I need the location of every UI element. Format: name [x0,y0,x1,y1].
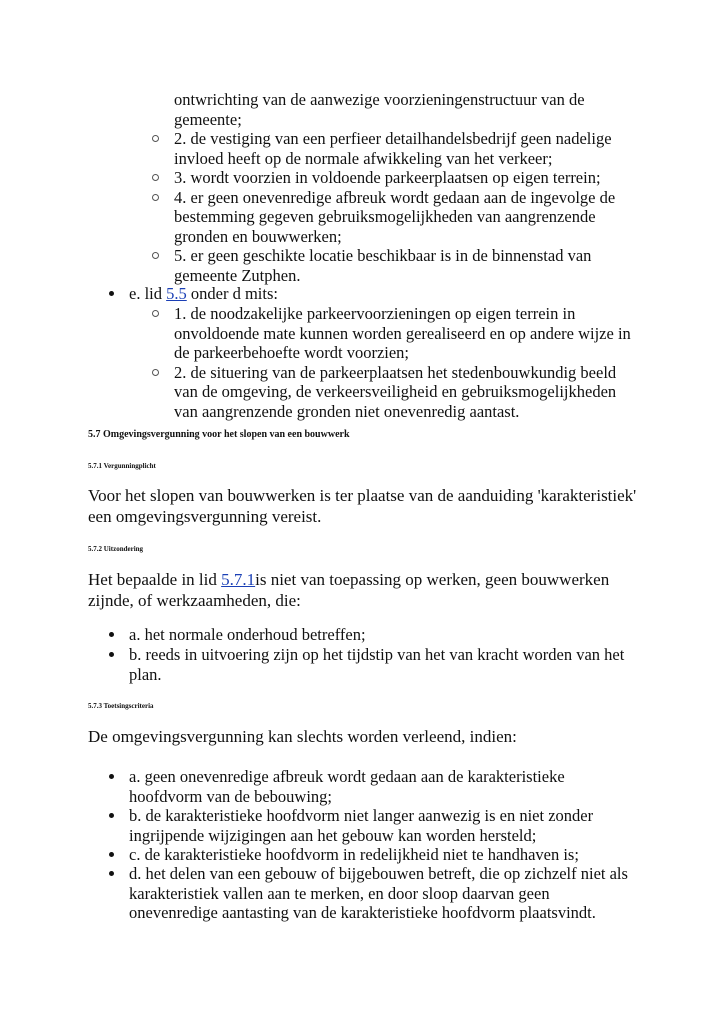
circle-bullet-icon [152,135,159,142]
list-item [129,645,639,684]
list-item [174,363,644,422]
list-item-text: d. het delen van een gebouw of bijgebouwen betreft, die op zichzelf niet als karakteristiek vallen aan te merken, en door sloop daarvan geen onevenredige aantasting van de karakteristieke hoofdvorm plaatsvindt. [129,864,628,922]
list-item-text: a. geen onevenredige afbreuk wordt gedaan aan de karakteristieke hoofdvorm van de bebouwing; [129,767,565,806]
list-item-text: c. de karakteristieke hoofdvorm in redelijkheid niet te handhaven is; [129,845,579,864]
link-5-7-1[interactable]: 5.7.1 [221,570,256,589]
circle-bullet-icon [152,194,159,201]
disc-bullet-icon [109,852,114,857]
list-item-text: ontwrichting van de aanwezige voorzieningenstructuur van de gemeente; [174,90,585,129]
section-heading-5-7: 5.7 Omgevingsvergunning voor het slopen van een bouwwerk [88,429,350,440]
link-5-5[interactable]: 5.5 [166,284,187,303]
disc-bullet-icon [109,632,114,637]
list-item-text: 5. er geen geschikte locatie beschikbaar is in de binnenstad van gemeente Zutphen. [174,246,592,285]
list-item [129,864,639,923]
list-item-text: b. de karakteristieke hoofdvorm niet langer aanwezig is en niet zonder ingrijpende wijzigingen aan het gebouw kan worden hersteld; [129,806,594,845]
disc-bullet-icon [109,652,114,657]
disc-bullet-icon [109,774,114,779]
subsection-heading-5-7-3: 5.7.3 Toetsingscriteria [88,702,154,710]
sub-list-top [174,90,644,285]
list-item-text: 1. de noodzakelijke parkeervoorzieningen op eigen terrein in onvoldoende mate kunnen worden gerealiseerd en op andere wijze in de parkeerbehoefte wordt voorzien; [174,304,631,362]
disc-bullet-icon [109,871,114,876]
list-item-text: b. reeds in uitvoering zijn op het tijdstip van het van kracht worden van het plan. [129,645,625,684]
sub-list-e [174,304,644,421]
circle-bullet-icon [152,252,159,259]
list-item [129,845,639,865]
list-item [129,625,639,645]
subsection-heading-5-7-1: 5.7.1 Vergunningplicht [88,462,156,470]
list-item-text: 2. de vestiging van een perfieer detailhandelsbedrijf geen nadelige invloed heeft op de normale afwikkeling van het verkeer; [174,129,612,168]
paragraph-5-7-3: De omgevingsvergunning kan slechts worden verleend, indien: [88,727,517,746]
item-e-suffix: onder d mits: [186,284,278,303]
list-item-text: 3. wordt voorzien in voldoende parkeerplaatsen op eigen terrein; [174,168,601,187]
list-item [174,168,644,188]
circle-bullet-icon [152,369,159,376]
list-item [174,304,644,363]
circle-bullet-icon [152,174,159,181]
circle-bullet-icon [152,310,159,317]
list-item-text: a. het normale onderhoud betreffen; [129,625,366,644]
list-item-text: 4. er geen onevenredige afbreuk wordt gedaan aan de ingevolge de bestemming gegeven gebruiksmogelijkheden van aangrenzende gronden en bouwwerken; [174,187,616,246]
disc-bullet-icon [109,813,114,818]
item-e-prefix: e. lid [129,284,167,303]
list-item-e [129,284,639,304]
paragraph-prefix: Het bepaalde in lid [88,570,222,589]
list-item [174,188,644,247]
list-item [129,806,639,845]
paragraph-5-7-1: Voor het slopen van bouwwerken is ter plaatse van de aanduiding 'karakteristiek' een omgevingsvergunning vereist. [88,486,637,526]
paragraph-5-7-2 [88,569,648,611]
list-item [174,246,644,285]
list-item [174,129,644,168]
list-item [174,90,644,129]
list-item [129,767,639,806]
disc-bullet-icon [109,291,114,296]
subsection-heading-5-7-2: 5.7.2 Uitzondering [88,545,144,553]
list-item-text: 2. de situering van de parkeerplaatsen het stedenbouwkundig beeld van de omgeving, de verkeersveiligheid en gebruiksmogelijkheden van aangrenzende gronden niet onevenredig aantast. [174,362,617,421]
paragraph-suffix: is niet van toepassing op werken, geen bouwwerken zijnde, of werkzaamheden, die: [88,570,610,610]
